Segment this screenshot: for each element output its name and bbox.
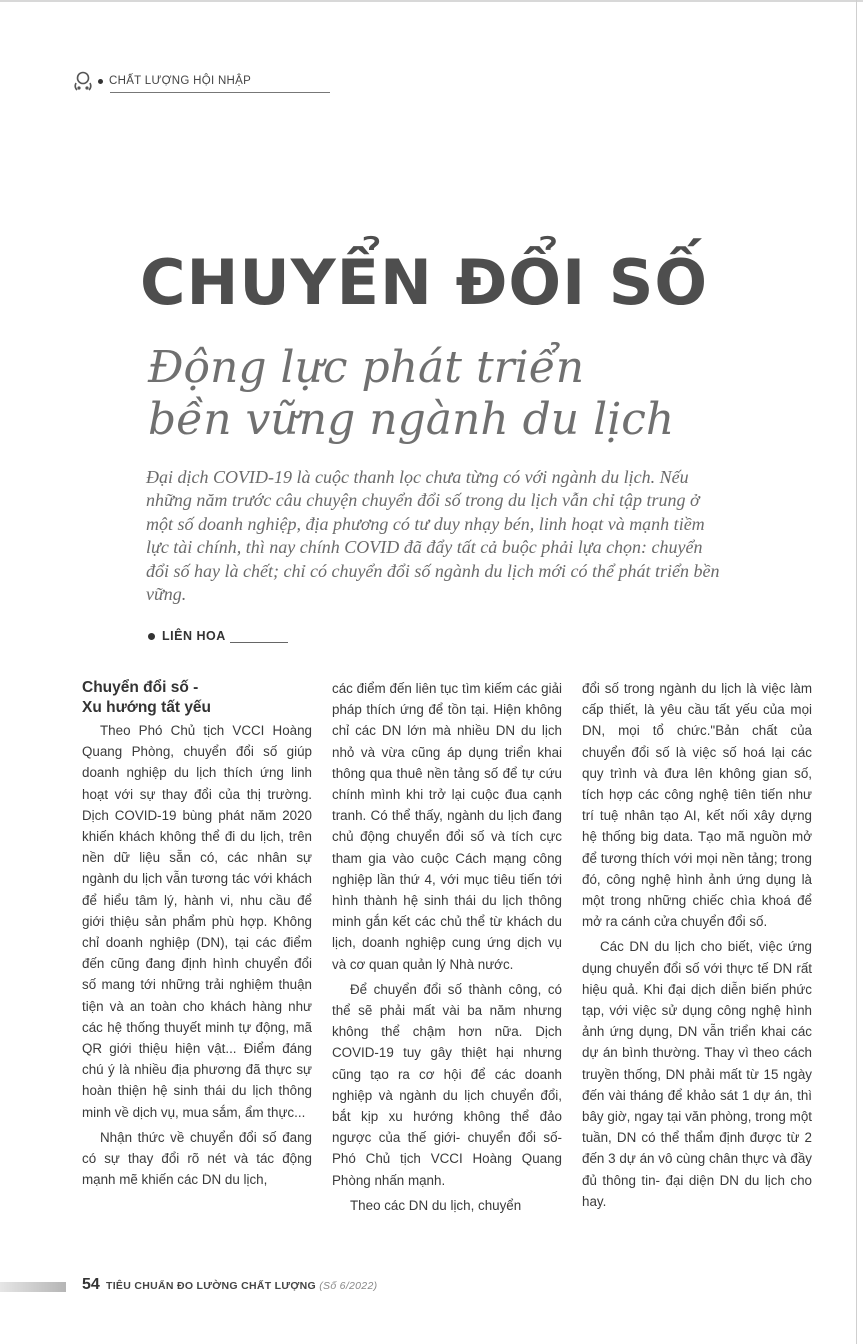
section-header xyxy=(72,68,340,94)
paragraph: Theo các DN du lịch, chuyển xyxy=(350,1197,522,1213)
byline-rule xyxy=(230,642,288,643)
section-rule xyxy=(110,92,330,93)
section-label: CHẤT LƯỢNG HỘI NHẬP xyxy=(109,75,252,87)
page-number: 54 xyxy=(82,1276,100,1293)
laurel-icon xyxy=(72,70,94,92)
magazine-title xyxy=(106,1280,377,1292)
section-subheading xyxy=(82,678,312,718)
paragraph: đổi số trong ngành du lịch là việc làm cấp thiết, là yêu cầu tất yếu của mọi DN, mọi tổ chức."Bản chất của chuyển đổi số là việc số hoá lại các quy trình và đưa lên không gian số, tích hợp các công nghệ tiên tiến như trí tuệ nhân tạo AI, kết nối xây dựng hệ thống big data. Tạo mã nguồn mở để tương thích với mọi nền tảng; trong đó, công nghệ hình ảnh ứng dụng là một trong những chiếc chìa khoá để mở ra cánh cửa chuyển đổi số. xyxy=(582,681,812,930)
article-title: CHUYỂN ĐỔI SỐ xyxy=(140,246,709,319)
paragraph: các điểm đến liên tục tìm kiếm các giải pháp thích ứng để tồn tại. Hiện không chỉ các DN lớn mà nhiều DN du lịch nhỏ và vừa cũng áp dụng triển khai thông qua thuê nền tảng số để tự cứu chính mình khi trở lại cuộc đua cạnh tranh. Có thể thấy, ngành du lịch đang chủ động chuyển đổi số và tích cực tham gia vào cuộc Cách mạng công nghiệp lần thứ 4, với mục tiêu tiến tới hình thành hệ sinh thái du lịch thông minh gắn kết các chủ thể từ khách du lịch, doanh nghiệp cung ứng dịch vụ và cơ quan quản lý Nhà nước. xyxy=(332,681,562,972)
byline xyxy=(148,626,308,646)
author-name: LIÊN HOA xyxy=(162,629,226,643)
footer-bar xyxy=(0,1282,66,1292)
column-2 xyxy=(332,678,562,1220)
page-footer xyxy=(0,1272,863,1302)
paragraph: Để chuyển đổi số thành công, có thể sẽ phải mất vài ba năm nhưng không thể chậm hơn nữa. Dịch COVID-19 tuy gây thiệt hại nhưng cũng tạo ra cơ hội để các doanh nghiệp và ngành du lịch chuyển đổi, bắt kịp xu hướng không thể đảo ngược của thế giới- chuyển đổi số- Phó Chủ tịch VCCI Hoàng Quang Phòng nhấn mạnh. xyxy=(332,981,562,1188)
subtitle-line-2: bền vững ngành du lịch xyxy=(148,394,675,445)
paragraph: Nhận thức về chuyển đổi số đang có sự thay đổi rõ nét và tác động mạnh mẽ khiến các DN du lịch, xyxy=(82,1129,312,1188)
article-subtitle xyxy=(148,342,748,446)
column-1 xyxy=(82,678,312,1194)
top-edge-line xyxy=(0,0,863,2)
paragraph: Các DN du lịch cho biết, việc ứng dụng chuyển đổi số với thực tế DN rất hiệu quả. Khi đại dịch diễn biến phức tạp, với việc sử dụng công nghệ hình ảnh ứng dụng, DN vẫn triển khai các dự án bình thường. Thay vì theo cách truyền thống, DN phải mất từ 15 ngày đến vài tháng để khảo sát 1 dự án, thì bây giờ, ngay tại văn phòng, trong một tuần, DN có thể thẩm định được từ 2 đến 3 dự án vô cùng chân thực và đầy đủ thông tin- đại diện DN du lịch cho hay. xyxy=(582,939,812,1209)
subtitle-line-1: Động lực phát triển xyxy=(148,342,585,393)
paragraph: Theo Phó Chủ tịch VCCI Hoàng Quang Phòng, chuyển đổi số giúp doanh nghiệp du lịch thích ứng linh hoạt với sự thay đổi của thị trường. Dịch COVID-19 bùng phát năm 2020 khiến khách không thể đi du lịch, trên nền dữ liệu sẵn có, các nhân sự ngành du lịch vẫn tương tác với khách để hiểu tâm lý, hành vi, nhu cầu để giới thiệu sản phẩm phù hợp. Không chỉ doanh nghiệp (DN), tại các điểm đến cũng đang định hình chuyển đổi số mang tới những trải nghiệm thuận tiện và an toàn cho khách hàng như các hệ thống thuyết minh tự động, mã QR giới thiệu hiện vật... Điểm đáng chú ý là nhiều địa phương đã thực sự hoàn thiện hệ sinh thái du lịch thông minh về dịch vụ, mua sắm, ẩm thực... xyxy=(82,723,312,1120)
bullet-dot xyxy=(148,633,155,640)
page-edge-line xyxy=(856,0,857,1344)
article-lead: Đại dịch COVID-19 là cuộc thanh lọc chưa từng có với ngành du lịch. Nếu những năm trước câu chuyện chuyển đổi số trong du lịch vẫn chỉ tập trung ở một số doanh nghiệp, địa phương có tư duy nhạy bén, linh hoạt và mạnh tiềm lực tài chính, thì nay chính COVID đã đẩy tất cả buộc phải lựa chọn: chuyển đổi số hay là chết; chỉ có chuyển đổi số ngành du lịch mới có thể phát triển bền vững. xyxy=(146,467,720,605)
article-body xyxy=(82,678,812,1238)
magazine-issue: (Số 6/2022) xyxy=(319,1280,378,1292)
subheading-line-1: Chuyển đổi số - xyxy=(82,679,199,696)
subheading-line-2: Xu hướng tất yếu xyxy=(82,699,212,716)
column-3 xyxy=(582,678,812,1216)
bullet-dot xyxy=(98,79,103,84)
magazine-name: TIÊU CHUẨN ĐO LƯỜNG CHẤT LƯỢNG xyxy=(106,1280,316,1292)
